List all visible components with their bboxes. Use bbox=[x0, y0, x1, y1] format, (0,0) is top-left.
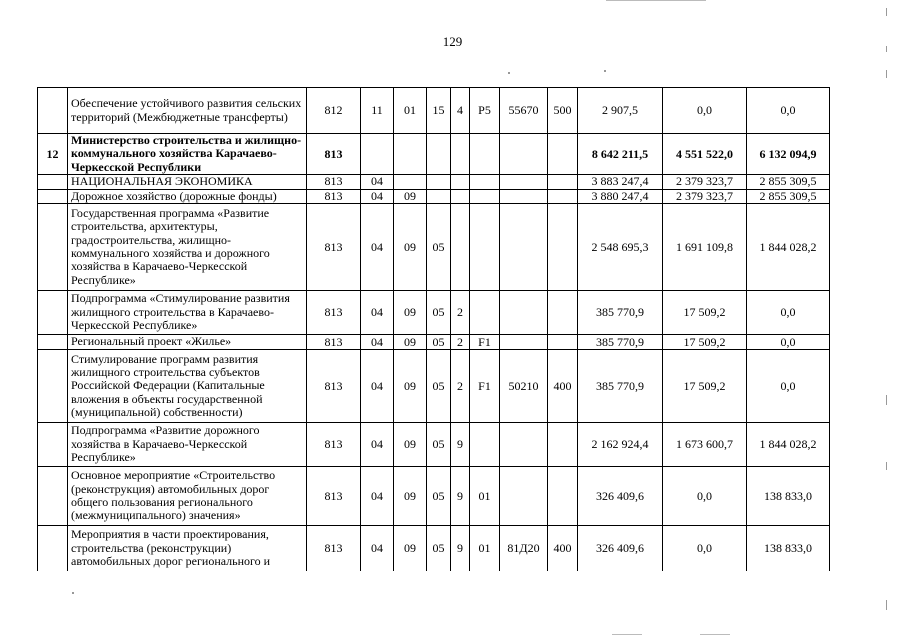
cell-y3: 0,0 bbox=[747, 335, 830, 350]
cell-y1: 2 162 924,4 bbox=[578, 423, 663, 467]
cell-subprogram bbox=[451, 189, 470, 203]
scan-edge-mark bbox=[886, 600, 887, 610]
table-row bbox=[38, 423, 830, 467]
cell-subsection: 09 bbox=[394, 291, 427, 335]
cell-project: P5 bbox=[470, 88, 500, 134]
cell-ministry: 813 bbox=[307, 423, 361, 467]
cell-program: 05 bbox=[427, 467, 451, 526]
cell-section: 04 bbox=[361, 291, 394, 335]
cell-program: 05 bbox=[427, 423, 451, 467]
cell-y1: 385 770,9 bbox=[578, 335, 663, 350]
cell-project: F1 bbox=[470, 350, 500, 423]
cell-section: 04 bbox=[361, 526, 394, 571]
cell-ministry: 813 bbox=[307, 350, 361, 423]
table-row bbox=[38, 526, 830, 571]
scan-dot bbox=[508, 72, 510, 74]
cell-ministry: 813 bbox=[307, 526, 361, 571]
cell-y2: 0,0 bbox=[663, 467, 747, 526]
cell-y1: 326 409,6 bbox=[578, 467, 663, 526]
cell-num: 12 bbox=[38, 134, 68, 175]
cell-y2: 1 673 600,7 bbox=[663, 423, 747, 467]
cell-section: 04 bbox=[361, 189, 394, 203]
cell-name: Стимулирование программ развития жилищного строительства субъектов Российской Федерации (Капитальные вложения в объекты государственной (муниципальной) собственности) bbox=[68, 350, 307, 423]
cell-subprogram: 2 bbox=[451, 350, 470, 423]
scan-dot bbox=[604, 70, 606, 72]
scan-edge-line bbox=[612, 634, 642, 635]
scan-edge-mark bbox=[886, 70, 887, 78]
cell-name: Министерство строительства и жилищно-коммунального хозяйства Карачаево-Черкесской Республики bbox=[68, 134, 307, 175]
cell-subprogram: 9 bbox=[451, 423, 470, 467]
table-row bbox=[38, 88, 830, 134]
cell-ministry: 813 bbox=[307, 291, 361, 335]
cell-subprogram bbox=[451, 204, 470, 291]
cell-y2: 0,0 bbox=[663, 88, 747, 134]
cell-section: 04 bbox=[361, 350, 394, 423]
scan-edge-mark bbox=[886, 462, 887, 470]
cell-num bbox=[38, 335, 68, 350]
cell-y3: 0,0 bbox=[747, 350, 830, 423]
cell-expense-type bbox=[548, 189, 578, 203]
scan-edge-mark bbox=[886, 395, 887, 405]
cell-y1: 385 770,9 bbox=[578, 291, 663, 335]
cell-y2: 4 551 522,0 bbox=[663, 134, 747, 175]
table-row bbox=[38, 335, 830, 350]
cell-section: 04 bbox=[361, 467, 394, 526]
cell-num bbox=[38, 423, 68, 467]
cell-y2: 17 509,2 bbox=[663, 350, 747, 423]
cell-y3: 0,0 bbox=[747, 291, 830, 335]
table-row bbox=[38, 350, 830, 423]
cell-subsection: 09 bbox=[394, 189, 427, 203]
cell-name: Основное мероприятие «Строительство (реконструкция) автомобильных дорог общего пользования регионального (межмуниципального) значения» bbox=[68, 467, 307, 526]
cell-subsection: 09 bbox=[394, 467, 427, 526]
cell-y1: 385 770,9 bbox=[578, 350, 663, 423]
cell-y2: 2 379 323,7 bbox=[663, 189, 747, 203]
cell-subprogram: 9 bbox=[451, 467, 470, 526]
cell-direction bbox=[500, 189, 548, 203]
table-row bbox=[38, 189, 830, 203]
cell-subsection: 09 bbox=[394, 526, 427, 571]
cell-project bbox=[470, 189, 500, 203]
cell-name: Государственная программа «Развитие строительства, архитектуры, градостроительства, жилищно-коммунального хозяйства и дорожного хозяйства в Карачаево-Черкесской Республике» bbox=[68, 204, 307, 291]
cell-num bbox=[38, 350, 68, 423]
cell-project bbox=[470, 175, 500, 189]
cell-y3: 2 855 309,5 bbox=[747, 175, 830, 189]
cell-section bbox=[361, 134, 394, 175]
cell-project bbox=[470, 204, 500, 291]
cell-subprogram bbox=[451, 134, 470, 175]
cell-program: 05 bbox=[427, 335, 451, 350]
cell-num bbox=[38, 526, 68, 571]
cell-program bbox=[427, 134, 451, 175]
cell-name: Дорожное хозяйство (дорожные фонды) bbox=[68, 189, 307, 203]
cell-expense-type bbox=[548, 134, 578, 175]
cell-direction bbox=[500, 204, 548, 291]
cell-section: 04 bbox=[361, 175, 394, 189]
cell-project: 01 bbox=[470, 526, 500, 571]
cell-ministry: 813 bbox=[307, 204, 361, 291]
cell-ministry: 813 bbox=[307, 134, 361, 175]
cell-name: Подпрограмма «Стимулирование развития жилищного строительства в Карачаево-Черкесской Республике» bbox=[68, 291, 307, 335]
cell-num bbox=[38, 204, 68, 291]
cell-program bbox=[427, 175, 451, 189]
cell-project bbox=[470, 291, 500, 335]
table-row bbox=[38, 291, 830, 335]
cell-y2: 17 509,2 bbox=[663, 335, 747, 350]
cell-num bbox=[38, 467, 68, 526]
cell-subsection: 09 bbox=[394, 335, 427, 350]
cell-direction bbox=[500, 134, 548, 175]
cell-name: НАЦИОНАЛЬНАЯ ЭКОНОМИКА bbox=[68, 175, 307, 189]
cell-project: F1 bbox=[470, 335, 500, 350]
cell-subprogram bbox=[451, 175, 470, 189]
cell-y3: 2 855 309,5 bbox=[747, 189, 830, 203]
cell-expense-type bbox=[548, 204, 578, 291]
cell-expense-type bbox=[548, 175, 578, 189]
cell-subsection bbox=[394, 175, 427, 189]
cell-subprogram: 9 bbox=[451, 526, 470, 571]
cell-y1: 8 642 211,5 bbox=[578, 134, 663, 175]
cell-subsection bbox=[394, 134, 427, 175]
cell-name: Мероприятия в части проектирования, строительства (реконструкции) автомобильных дорог регионального и bbox=[68, 526, 307, 571]
cell-program: 05 bbox=[427, 526, 451, 571]
cell-expense-type bbox=[548, 291, 578, 335]
cell-program bbox=[427, 189, 451, 203]
cell-y1: 3 880 247,4 bbox=[578, 189, 663, 203]
cell-y2: 1 691 109,8 bbox=[663, 204, 747, 291]
cell-ministry: 813 bbox=[307, 335, 361, 350]
scan-edge-mark bbox=[886, 8, 887, 16]
scan-edge-mark bbox=[886, 46, 887, 52]
cell-direction bbox=[500, 291, 548, 335]
cell-y3: 0,0 bbox=[747, 88, 830, 134]
cell-section: 04 bbox=[361, 423, 394, 467]
cell-ministry: 813 bbox=[307, 189, 361, 203]
cell-y3: 1 844 028,2 bbox=[747, 423, 830, 467]
table-row bbox=[38, 175, 830, 189]
cell-y1: 3 883 247,4 bbox=[578, 175, 663, 189]
cell-y2: 0,0 bbox=[663, 526, 747, 571]
cell-program: 05 bbox=[427, 204, 451, 291]
cell-direction: 81Д20 bbox=[500, 526, 548, 571]
cell-ministry: 812 bbox=[307, 88, 361, 134]
table-row bbox=[38, 204, 830, 291]
cell-direction bbox=[500, 175, 548, 189]
cell-subprogram: 2 bbox=[451, 291, 470, 335]
cell-expense-type bbox=[548, 335, 578, 350]
scan-edge-line bbox=[700, 634, 730, 635]
scan-edge-line bbox=[606, 0, 706, 1]
cell-subsection: 09 bbox=[394, 350, 427, 423]
cell-subsection: 09 bbox=[394, 423, 427, 467]
cell-expense-type: 500 bbox=[548, 88, 578, 134]
cell-expense-type: 400 bbox=[548, 526, 578, 571]
budget-table bbox=[37, 87, 830, 571]
cell-section: 11 bbox=[361, 88, 394, 134]
cell-y3: 6 132 094,9 bbox=[747, 134, 830, 175]
cell-y1: 2 907,5 bbox=[578, 88, 663, 134]
cell-y3: 1 844 028,2 bbox=[747, 204, 830, 291]
cell-subsection: 09 bbox=[394, 204, 427, 291]
cell-name: Региональный проект «Жилье» bbox=[68, 335, 307, 350]
page-number: 129 bbox=[442, 34, 463, 49]
cell-subprogram: 4 bbox=[451, 88, 470, 134]
cell-project bbox=[470, 423, 500, 467]
cell-project: 01 bbox=[470, 467, 500, 526]
cell-direction bbox=[500, 467, 548, 526]
cell-y3: 138 833,0 bbox=[747, 526, 830, 571]
cell-direction: 55670 bbox=[500, 88, 548, 134]
cell-num bbox=[38, 189, 68, 203]
cell-project bbox=[470, 134, 500, 175]
cell-program: 05 bbox=[427, 350, 451, 423]
cell-num bbox=[38, 175, 68, 189]
table-row bbox=[38, 467, 830, 526]
cell-num bbox=[38, 291, 68, 335]
cell-expense-type bbox=[548, 467, 578, 526]
cell-direction: 50210 bbox=[500, 350, 548, 423]
cell-direction bbox=[500, 335, 548, 350]
cell-direction bbox=[500, 423, 548, 467]
cell-program: 15 bbox=[427, 88, 451, 134]
cell-y1: 326 409,6 bbox=[578, 526, 663, 571]
cell-expense-type: 400 bbox=[548, 350, 578, 423]
cell-name: Обеспечение устойчивого развития сельских территорий (Межбюджетные трансферты) bbox=[68, 88, 307, 134]
cell-subsection: 01 bbox=[394, 88, 427, 134]
cell-y1: 2 548 695,3 bbox=[578, 204, 663, 291]
cell-y3: 138 833,0 bbox=[747, 467, 830, 526]
cell-name: Подпрограмма «Развитие дорожного хозяйства в Карачаево-Черкесской Республике» bbox=[68, 423, 307, 467]
cell-ministry: 813 bbox=[307, 467, 361, 526]
cell-section: 04 bbox=[361, 204, 394, 291]
cell-program: 05 bbox=[427, 291, 451, 335]
cell-section: 04 bbox=[361, 335, 394, 350]
cell-num bbox=[38, 88, 68, 134]
scan-dot bbox=[72, 592, 74, 594]
cell-ministry: 813 bbox=[307, 175, 361, 189]
table-row bbox=[38, 134, 830, 175]
cell-y2: 17 509,2 bbox=[663, 291, 747, 335]
cell-expense-type bbox=[548, 423, 578, 467]
cell-subprogram: 2 bbox=[451, 335, 470, 350]
cell-y2: 2 379 323,7 bbox=[663, 175, 747, 189]
